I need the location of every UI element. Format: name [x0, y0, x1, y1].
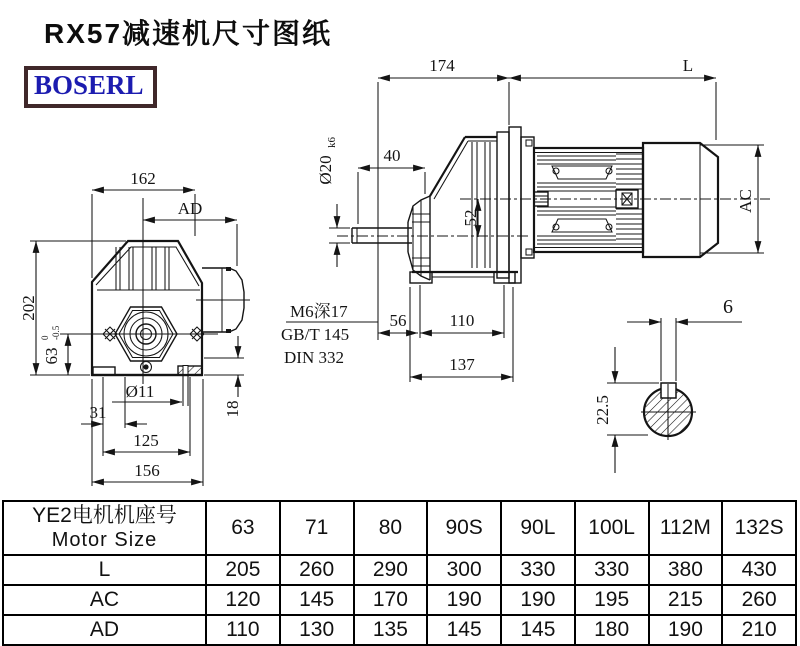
svg-text:-0.5: -0.5: [51, 325, 61, 340]
table-cell: 300: [427, 555, 501, 585]
dim-18-label: 18: [223, 400, 242, 418]
dim-hole-label: Ø11: [125, 382, 155, 401]
table-corner-cn: YE2电机机座号: [32, 504, 177, 528]
table-cell: 380: [649, 555, 723, 585]
table-column-header: 90L: [501, 501, 575, 555]
dim-162-label: 162: [130, 169, 156, 188]
dim-31-label: 31: [89, 403, 107, 422]
note-std2-label: DIN 332: [284, 348, 344, 367]
table-cell: 260: [280, 555, 354, 585]
front-view: [60, 198, 250, 384]
table-cell: 110: [206, 615, 280, 645]
table-cell: 190: [649, 615, 723, 645]
table-row: [3, 555, 796, 585]
table-cell: 290: [354, 555, 428, 585]
dim-40-label: 40: [383, 146, 401, 165]
table-column-header: 100L: [575, 501, 649, 555]
table-cell: 260: [722, 585, 796, 615]
table-header-row: [3, 501, 796, 555]
side-view: [337, 82, 770, 340]
note-std1-label: GB/T 145: [281, 325, 350, 344]
table-column-header: 112M: [649, 501, 723, 555]
page-title: RX57减速机尺寸图纸: [44, 18, 333, 49]
svg-text:Ø20: Ø20: [316, 155, 335, 185]
brand-logo: BOSERL: [24, 66, 157, 108]
dim-125-label: 125: [133, 431, 159, 450]
dim-174-label: 174: [429, 56, 455, 75]
table-cell: 145: [501, 615, 575, 645]
dim-shaft-dia-label: [316, 137, 338, 185]
table-row: [3, 585, 796, 615]
svg-text:0: 0: [40, 335, 50, 340]
table-cell: 135: [354, 615, 428, 645]
table-cell: 120: [206, 585, 280, 615]
table-cell: 170: [354, 585, 428, 615]
stator-fins: [537, 156, 616, 244]
note-tap-label: M6深17: [290, 302, 348, 321]
table-cell: 430: [722, 555, 796, 585]
dim-156-label: 156: [134, 461, 160, 480]
table-cell: 215: [649, 585, 723, 615]
table-body: [3, 555, 796, 645]
dim-202-label: 202: [19, 295, 38, 321]
dim-L-label: L: [682, 56, 694, 75]
side-view-dimensions: [281, 56, 764, 382]
table-column-header: 90S: [427, 501, 501, 555]
dim-110-label: 110: [449, 311, 475, 330]
table-cell: 195: [575, 585, 649, 615]
table-cell: 205: [206, 555, 280, 585]
table-cell: 330: [501, 555, 575, 585]
dim-key-width-label: 6: [723, 296, 733, 318]
table-cell: 210: [722, 615, 796, 645]
table-column-header: 71: [280, 501, 354, 555]
dim-137-label: 137: [449, 355, 475, 374]
svg-text:k6: k6: [326, 137, 338, 148]
table-corner-en: Motor Size: [51, 528, 158, 551]
table-row-label: L: [3, 555, 206, 585]
dim-63-label: [40, 325, 61, 364]
table-cell: 190: [427, 585, 501, 615]
table-cell: 145: [427, 615, 501, 645]
dim-ad-label: AD: [177, 199, 203, 218]
table-column-header: 63: [206, 501, 280, 555]
table-cell: 330: [575, 555, 649, 585]
table-column-header: 80: [354, 501, 428, 555]
dim-key-depth-label: 22.5: [593, 395, 612, 425]
table-corner-header: [3, 501, 206, 555]
svg-text:63: 63: [42, 347, 61, 365]
dim-56-label: 56: [389, 311, 407, 330]
table-column-header: 132S: [722, 501, 796, 555]
table-cell: 130: [280, 615, 354, 645]
key-section-view: [593, 296, 742, 473]
dim-ac-label: AC: [736, 189, 755, 213]
dim-52-label: 52: [461, 209, 480, 227]
table-cell: 180: [575, 615, 649, 645]
table-cell: 190: [501, 585, 575, 615]
table-cell: 145: [280, 585, 354, 615]
motor-size-table: [2, 500, 797, 646]
table-row-label: AD: [3, 615, 206, 645]
table-row: [3, 615, 796, 645]
table-row-label: AC: [3, 585, 206, 615]
